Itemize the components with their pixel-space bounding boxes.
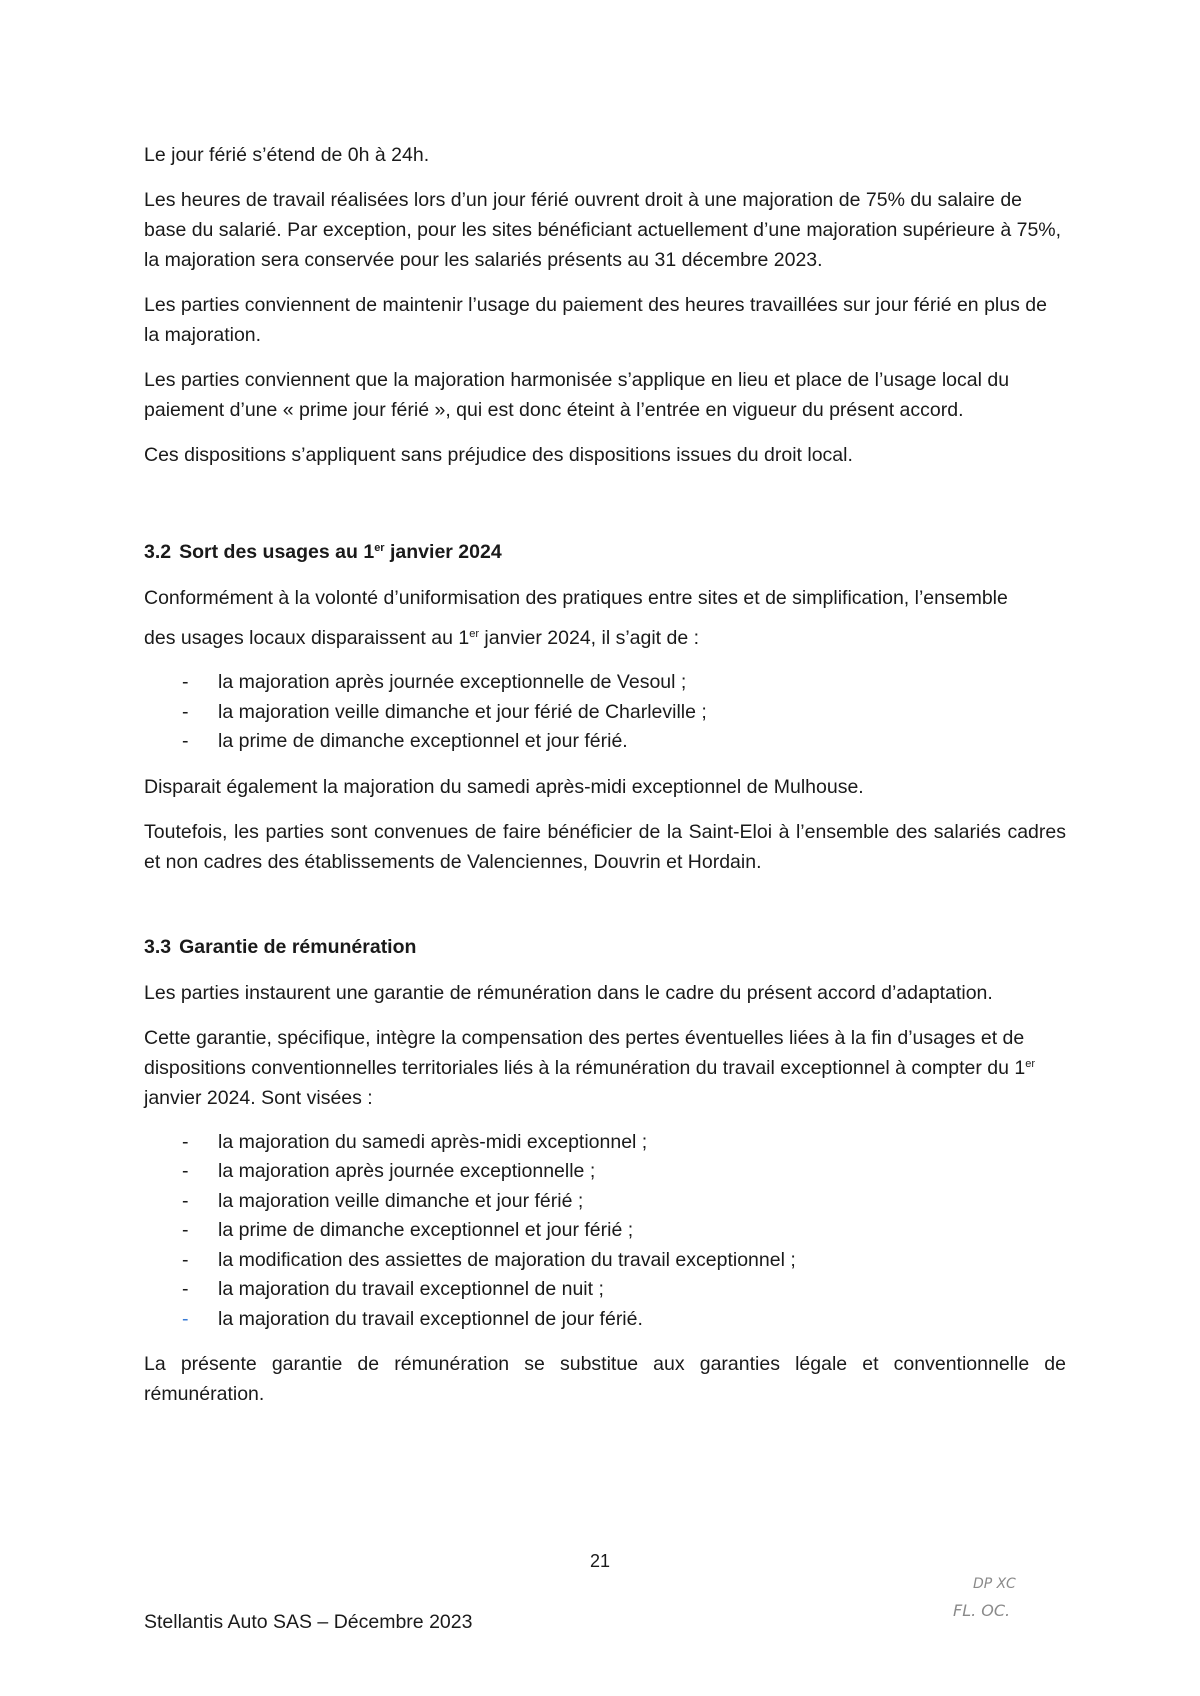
list-item-text: la majoration du travail exceptionnel de jour férié.	[218, 1307, 643, 1330]
dash-bullet: -	[182, 730, 189, 752]
section-heading-3-3	[144, 932, 1066, 962]
paragraph-mulhouse: Disparait également la majoration du samedi après-midi exceptionnel de Mulhouse.	[144, 775, 864, 798]
dash-bullet: -	[182, 1248, 189, 1271]
spacer	[144, 485, 1066, 537]
text-run: janvier 2024, il s’agit de :	[479, 627, 700, 649]
section-title: Garantie de rémunération	[179, 935, 417, 958]
initials-line1: DP XC	[973, 1576, 1016, 1592]
dash-bullet: -	[182, 671, 189, 693]
list-item-text: la majoration après journée exceptionnelle ;	[218, 1160, 596, 1182]
footer-company: Stellantis Auto SAS – Décembre 2023	[144, 1611, 473, 1633]
guarantee-list	[144, 1128, 1066, 1335]
list-item-text: la prime de dimanche exceptionnel et jour férié ;	[218, 1219, 634, 1241]
list-item-text: la prime de dimanche exceptionnel et jour férié.	[218, 730, 628, 752]
section-title: Sort des usages au 1	[179, 541, 375, 563]
section-number: 3.2	[144, 541, 172, 563]
usages-list	[144, 668, 1066, 757]
list-item-text: la majoration veille dimanche et jour férié ;	[218, 1189, 584, 1212]
paragraph-uniformisation-line1: Conformément à la volonté d’uniformisation des pratiques entre sites et de simplification, l’ensemble	[144, 587, 1008, 609]
text-run: des usages locaux disparaissent au 1	[144, 627, 470, 649]
dash-bullet: -	[182, 1160, 189, 1182]
dash-bullet: -	[182, 1219, 189, 1241]
paragraph-guarantee-substitution: La présente garantie de rémunération se substitue aux garanties légale et conventionnelle de rémunération.	[144, 1353, 1066, 1405]
superscript: er	[469, 628, 479, 640]
initials-line2: FL. OC.	[953, 1601, 1011, 1620]
paragraph-guarantee-intro: Les parties instaurent une garantie de rémunération dans le cadre du présent accord d’adaptation.	[144, 981, 993, 1004]
text-run: Cette garantie, spécifique, intègre la compensation des pertes éventuelles liées à la fin d’usages et de dispositions conventionnelles territoriales liés à la rémunération du travail exceptionnel à compter du 1	[144, 1026, 1026, 1079]
list-item	[144, 1157, 1066, 1187]
paragraph-guarantee-scope	[144, 1023, 1066, 1113]
list-item	[144, 1275, 1066, 1305]
superscript: er	[1025, 1057, 1036, 1070]
list-item-text: la modification des assiettes de majoration du travail exceptionnel ;	[218, 1248, 796, 1271]
paragraph-harmonised-majoration: Les parties conviennent que la majoration harmonisée s’applique en lieu et place de l’usage local du paiement d’une « prime jour férié », qui est donc éteint à l’entrée en vigueur du présent accord.	[144, 369, 1010, 421]
list-item	[144, 1128, 1066, 1158]
page-number: 21	[589, 1551, 611, 1571]
text-run: janvier 2024. Sont visées :	[144, 1086, 373, 1109]
list-item-text: la majoration veille dimanche et jour férié de Charleville ;	[218, 700, 707, 723]
list-item	[144, 727, 1066, 757]
list-item	[144, 1246, 1066, 1276]
dash-bullet: -	[182, 1278, 189, 1300]
list-item	[144, 1305, 1066, 1335]
paragraph-local-law: Ces dispositions s’appliquent sans préjudice des dispositions issues du droit local.	[144, 444, 853, 466]
section-number: 3.3	[144, 935, 172, 958]
spacer	[144, 892, 1066, 932]
list-item	[144, 668, 1066, 698]
document-page	[144, 140, 1066, 1424]
list-item-text: la majoration du travail exceptionnel de nuit ;	[218, 1278, 604, 1300]
list-item	[144, 698, 1066, 728]
dash-bullet: -	[182, 700, 189, 723]
list-item-text: la majoration après journée exceptionnelle de Vesoul ;	[218, 671, 687, 693]
dash-bullet: -	[182, 1189, 189, 1212]
superscript: er	[374, 542, 385, 554]
list-item-text: la majoration du samedi après-midi exceptionnel ;	[218, 1130, 648, 1153]
paragraph-holiday-payment-usage: Les parties conviennent de maintenir l’usage du paiement des heures travaillées sur jour férié en plus de la majoration.	[144, 294, 1047, 346]
dash-bullet: -	[182, 1307, 189, 1330]
section-title-end: janvier 2024	[384, 541, 502, 563]
list-item	[144, 1187, 1066, 1217]
list-item	[144, 1216, 1066, 1246]
dash-bullet: -	[182, 1130, 189, 1153]
paragraph-uniformisation-line2	[144, 623, 1066, 653]
paragraph-saint-eloi: Toutefois, les parties sont convenues de faire bénéficier de la Saint-Eloi à l’ensemble des salariés cadres et non cadres des établissements de Valenciennes, Douvrin et Hordain.	[144, 820, 1066, 873]
section-heading-3-2	[144, 537, 1066, 567]
paragraph-holiday-span: Le jour férié s’étend de 0h à 24h.	[144, 144, 430, 166]
paragraph-holiday-majoration: Les heures de travail réalisées lors d’un jour férié ouvrent droit à une majoration de 75% du salaire de base du salarié. Par exception, pour les sites bénéficiant actuellement d’une majoration supérieure à 75%, la majoration sera conservée pour les salariés présents au 31 décembre 2023.	[144, 189, 1062, 271]
handwritten-initials	[945, 1570, 1065, 1630]
